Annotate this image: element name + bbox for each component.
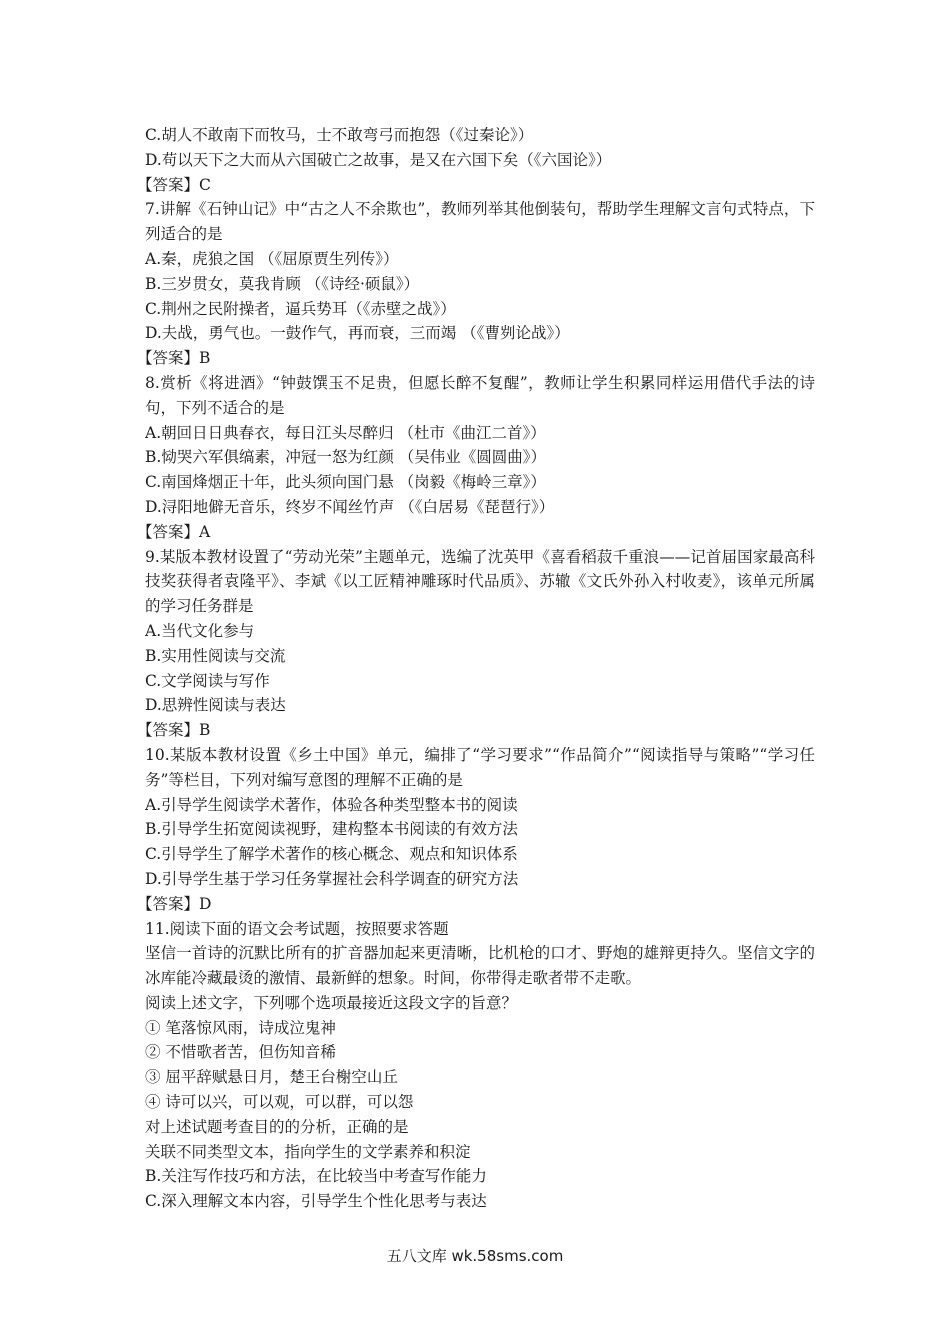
text-line: D.苟以天下之大而从六国破亡之故事，是又在六国下矣（《六国论》） [145,150,612,169]
text-line: B.恸哭六军俱缟素，冲冠一怒为红颜 （吴伟业《圆圆曲》） [145,448,546,467]
text-line: 阅读上述文字，下列哪个选项最接近这段文字的旨意？ [145,993,518,1012]
text-line: A.当代文化参与 [145,621,255,640]
question-stem: 10.某版本教材设置《乡土中国》单元，编排了“学习要求”“作品简介”“阅读指导与策略”“学习任务”等栏目，下列对编写意图的理解不正确的是 [145,745,815,789]
answer-line: 【答案】B [137,349,211,368]
text-line: C.南国烽烟正十年，此头须向国门悬 （岗毅《梅岭三章》） [145,473,546,492]
text-line: ① 笔落惊风雨，诗成泣鬼神 [145,1018,336,1037]
question-stem: 8.赏析《将进酒》“钟鼓馔玉不足贵，但愿长醉不复醒”，教师让学生积累同样运用借代手法的诗句，下列不适合的是 [145,373,815,417]
text-line: A.引导学生阅读学术著作，体验各种类型整本书的阅读 [145,795,518,814]
text-line: C.深入理解文本内容，引导学生个性化思考与表达 [145,1192,487,1211]
text-line: ③ 屈平辞赋悬日月，楚王台榭空山丘 [145,1068,398,1087]
answer-line: 【答案】D [137,894,212,913]
document-body [137,123,815,1214]
answer-line: 【答案】A [137,522,211,541]
text-line: 对上述试题考查目的的分析，正确的是 [145,1117,409,1136]
text-line: B.关注写作技巧和方法，在比较当中考查写作能力 [145,1167,487,1186]
text-line: D.思辨性阅读与表达 [145,696,286,715]
text-line: B.三岁贯女，莫我肯顾 （《诗经·硕鼠》） [145,274,420,293]
question-stem: 坚信一首诗的沉默比所有的扩音器加起来更清晰，比机枪的口才、野炮的雄辩更持久。坚信文字的冰库能冷藏最烫的激情、最新鲜的想象。时间，你带得走歌者带不走歌。 [145,944,815,988]
text-line: ④ 诗可以兴，可以观，可以群，可以怨 [145,1093,414,1112]
text-line: D.引导学生基于学习任务掌握社会科学调查的研究方法 [145,869,519,888]
text-line: C.荆州之民附操者，逼兵势耳（《赤壁之战》） [145,299,456,318]
text-line: 关联不同类型文本，指向学生的文学素养和积淀 [145,1142,471,1161]
question-stem: 9.某版本教材设置了“劳动光荣”主题单元，选编了沈英甲《喜看稻菽千重浪——记首届国家最高科技奖获得者袁隆平》、李斌《以工匠精神雕琢时代品质》、苏辙《文氏外孙入村收麦》，该单元所属的学习任务群是 [145,547,815,616]
text-line: C.引导学生了解学术著作的核心概念、观点和知识体系 [145,845,518,864]
text-line: C.胡人不敢南下而牧马，士不敢弯弓而抱怨（《过秦论》） [145,126,534,144]
text-line: B.引导学生拓宽阅读视野，建构整本书阅读的有效方法 [145,820,518,839]
answer-line: 【答案】B [137,721,211,740]
text-line: D.夫战，勇气也。一鼓作气，再而衰，三而竭 （《曹刿论战》） [145,324,570,343]
answer-line: 【答案】C [137,175,211,194]
question-stem: 7.讲解《石钟山记》中“古之人不余欺也”，教师列举其他倒装句，帮助学生理解文言句式特点，下列适合的是 [145,200,815,244]
text-line: 11.阅读下面的语文会考试题，按照要求答题 [145,919,449,938]
text-line: ② 不惜歌者苦，但伤知音稀 [145,1043,336,1062]
text-line: B.实用性阅读与交流 [145,646,286,665]
text-line: C.文学阅读与写作 [145,671,270,690]
text-line: D.浔阳地僻无音乐，终岁不闻丝竹声 （《白居易《琵琶行》） [145,497,555,516]
text-line: A.朝回日日典春衣，每日江头尽醉归 （杜市《曲江二首》） [145,423,546,442]
text-line: A.秦，虎狼之国 （《屈原贾生列传》） [145,249,399,268]
page-footer-watermark: 五八文库 wk.58sms.com [386,1247,564,1265]
